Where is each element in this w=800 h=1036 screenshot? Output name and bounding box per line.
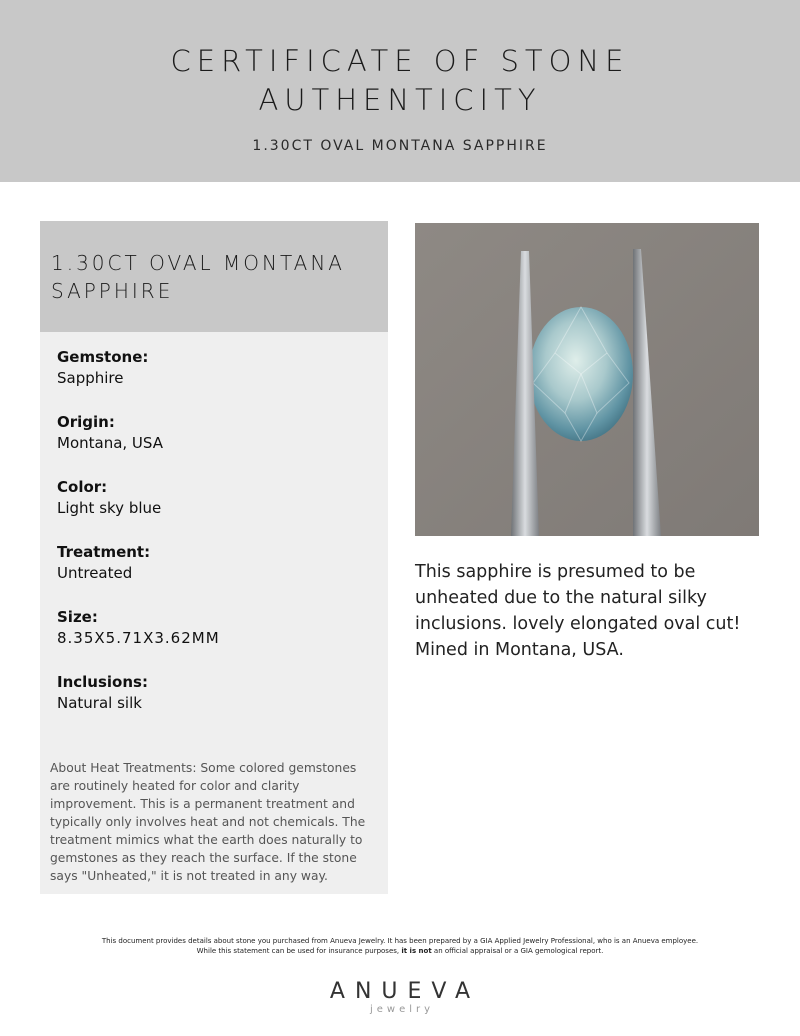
spec-value: Untreated [57, 564, 133, 582]
certificate-header [0, 0, 800, 182]
heat-treatment-note: About Heat Treatments: Some colored gemstones are routinely heated for color and clarity improvement. This is a permanent treatment and typically only involves heat and not chemicals. The treatment mimics what the earth does naturally to gemstones as they reach the surface. If the stone says "Unheated," it is not treated in any way. [50, 761, 366, 883]
panel-title-line-1: 1.30CT OVAL MONTANA [51, 251, 345, 275]
certificate-title [0, 42, 800, 120]
stone-details-panel [40, 221, 388, 894]
stone-description: This sapphire is presumed to be unheated due to the natural silky inclusions. lovely elongated oval cut! Mined in Montana, USA. [415, 562, 741, 660]
spec-value: 8.35X5.71X3.62MM [57, 629, 220, 647]
spec-label: Gemstone: [57, 348, 149, 366]
logo-name: ANUEVA [329, 979, 481, 1004]
logo-subtitle: jewelry [369, 1004, 435, 1015]
title-line-2: AUTHENTICITY [258, 83, 542, 117]
spec-label: Origin: [57, 413, 115, 431]
spec-label: Color: [57, 478, 108, 496]
spec-value: Sapphire [57, 369, 124, 387]
disclaimer-text: an official appraisal or a GIA gemological report. [431, 947, 604, 955]
spec-label: Inclusions: [57, 673, 148, 691]
spec-value: Natural silk [57, 694, 142, 712]
spec-label: Size: [57, 608, 98, 626]
disclaimer-emphasis: it is not [401, 947, 432, 955]
disclaimer [0, 936, 800, 956]
stone-photo [415, 223, 759, 536]
spec-inclusions [57, 673, 377, 738]
title-line-1: CERTIFICATE OF STONE [170, 44, 630, 78]
panel-title-line-2: SAPPHIRE [51, 279, 174, 303]
spec-treatment [57, 543, 377, 608]
panel-title [51, 249, 381, 305]
disclaimer-text: While this statement can be used for insurance purposes, [196, 947, 402, 955]
spec-label: Treatment: [57, 543, 151, 561]
spec-gemstone [57, 348, 377, 413]
spec-list [57, 348, 377, 738]
spec-value: Montana, USA [57, 434, 163, 452]
spec-value: Light sky blue [57, 499, 162, 517]
spec-origin [57, 413, 377, 478]
spec-size [57, 608, 377, 673]
disclaimer-line-1: This document provides details about stone you purchased from Anueva Jewelry. It has been prepared by a GIA Applied Jewelry Professional, who is an Anueva employee. [101, 937, 699, 945]
spec-color [57, 478, 377, 543]
certificate-subtitle: 1.30CT OVAL MONTANA SAPPHIRE [252, 138, 548, 154]
sapphire-in-tweezers-image [415, 223, 759, 536]
anueva-logo [0, 980, 800, 1016]
panel-header [40, 221, 388, 332]
disclaimer-line-2 [0, 946, 800, 956]
